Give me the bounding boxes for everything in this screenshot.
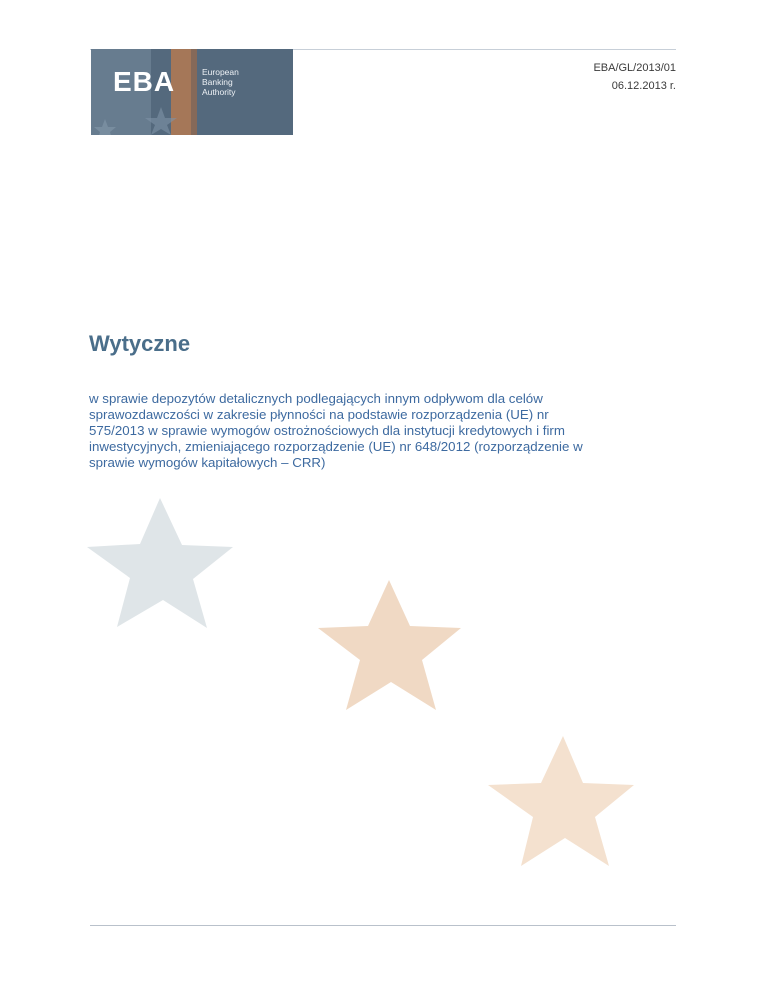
- document-date: 06.12.2013 r.: [611, 80, 676, 92]
- star-peach-icon: [318, 580, 461, 710]
- subtitle-line: sprawozdawczości w zakresie płynności na podstawie rozporządzenia (UE) nr: [89, 407, 549, 422]
- subtitle-line: inwestycyjnych, zmieniającego rozporządzenie (UE) nr 648/2012 (rozporządzenie w: [89, 439, 583, 454]
- logo-abbreviation: EBA: [113, 66, 176, 97]
- logo-name-line: European: [202, 67, 239, 77]
- bottom-rule: [90, 925, 676, 926]
- reference-number: EBA/GL/2013/01: [593, 62, 676, 74]
- star-grey-icon: [87, 498, 233, 628]
- subtitle-line: w sprawie depozytów detalicznych podlegających innym odpływom dla celów: [89, 391, 543, 406]
- logo-name-line: Banking: [202, 77, 233, 87]
- subtitle-line: 575/2013 w sprawie wymogów ostrożnościowych dla instytucji kredytowych i firm: [89, 423, 565, 438]
- logo-name-line: Authority: [202, 87, 236, 97]
- subtitle-line: sprawie wymogów kapitałowych – CRR): [89, 455, 326, 470]
- star-peach-light-icon: [488, 736, 634, 866]
- document-title: Wytyczne: [89, 331, 191, 356]
